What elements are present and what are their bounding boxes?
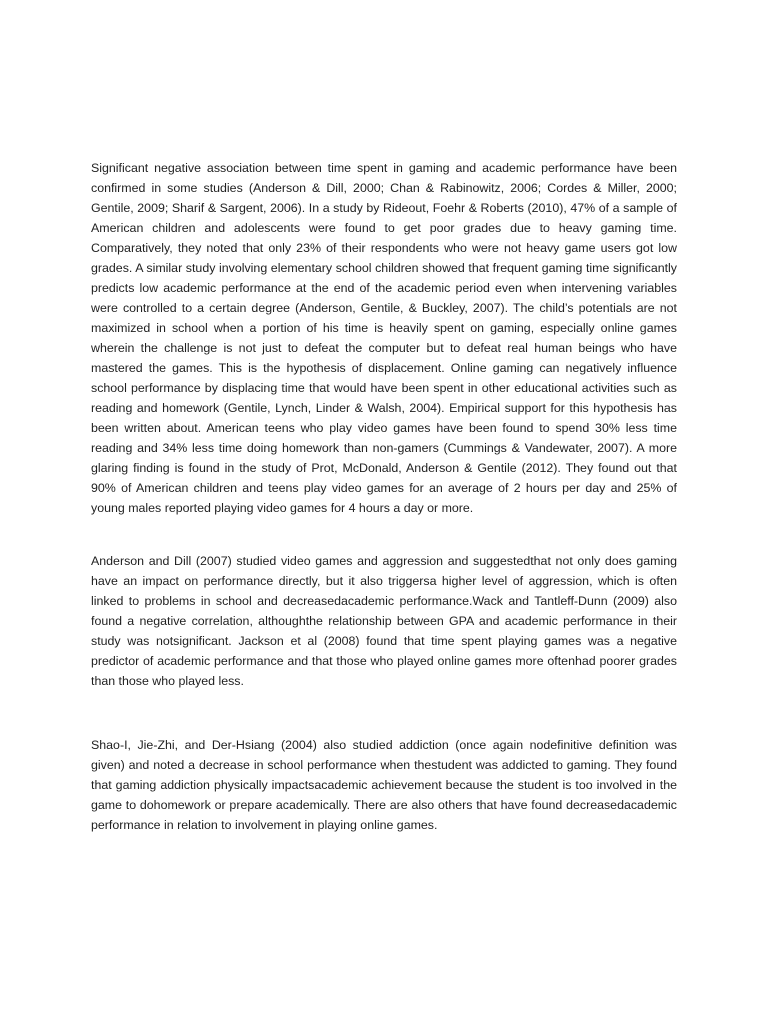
paragraph-gaming-academic-performance: Significant negative association between time spent in gaming and academic performance have been confirmed in some studies (Anderson & Dill, 2000; Chan & Rabinowitz, 2006; Cordes & Miller, 2000; Gentile, 2009; Sharif & Sargent, 2006). In a study by Rideout, Foehr & Roberts (2010), 47% of a sample of American children and adolescents were found to get poor grades due to heavy gaming time. Comparatively, they noted that only 23% of their respondents who were not heavy game users got low grades. A similar study involving elementary school children showed that frequent gaming time significantly predicts low academic performance at the end of the academic period even when intervening variables were controlled to a certain degree (Anderson, Gentile, & Buckley, 2007). The child’s potentials are not maximized in school when a portion of his time is heavily spent on gaming, especially online games wherein the challenge is not just to defeat the computer but to defeat real human beings who have mastered the games. This is the hypothesis of displacement. Online gaming can negatively influence school performance by displacing time that would have been spent in other educational activities such as reading and homework (Gentile, Lynch, Linder & Walsh, 2004). Empirical support for this hypothesis has been written about. American teens who play video games have been found to spend 30% less time reading and 34% less time doing homework than non-gamers (Cummings & Vandewater, 2007). A more glaring finding is found in the study of Prot, McDonald, Anderson & Gentile (2012). They found out that 90% of American children and teens play video games for an average of 2 hours per day and 25% of young males reported playing video games for 4 hours a day or more. (91, 161, 677, 515)
paragraph-aggression-studies: Anderson and Dill (2007) studied video games and aggression and suggestedthat not only does gaming have an impact on performance directly, but it also triggersa higher level of aggression, which is often linked to problems in school and decreasedacademic performance.Wack and Tantleff-Dunn (2009) also found a negative correlation, althoughthe relationship between GPA and academic performance in their study was notsignificant. Jackson et al (2008) found that time spent playing games was a negative predictor of academic performance and that those who played online games more oftenhad poorer grades than those who played less. (91, 554, 677, 688)
paragraph-addiction-studies: Shao-I, Jie-Zhi, and Der-Hsiang (2004) also studied addiction (once again nodefinitive definition was given) and noted a decrease in school performance when thestudent was addicted to gaming. They found that gaming addiction physically impactsacademic achievement because the student is too involved in the game to dohomework or prepare academically. There are also others that have found decreasedacademic performance in relation to involvement in playing online games. (91, 738, 677, 832)
